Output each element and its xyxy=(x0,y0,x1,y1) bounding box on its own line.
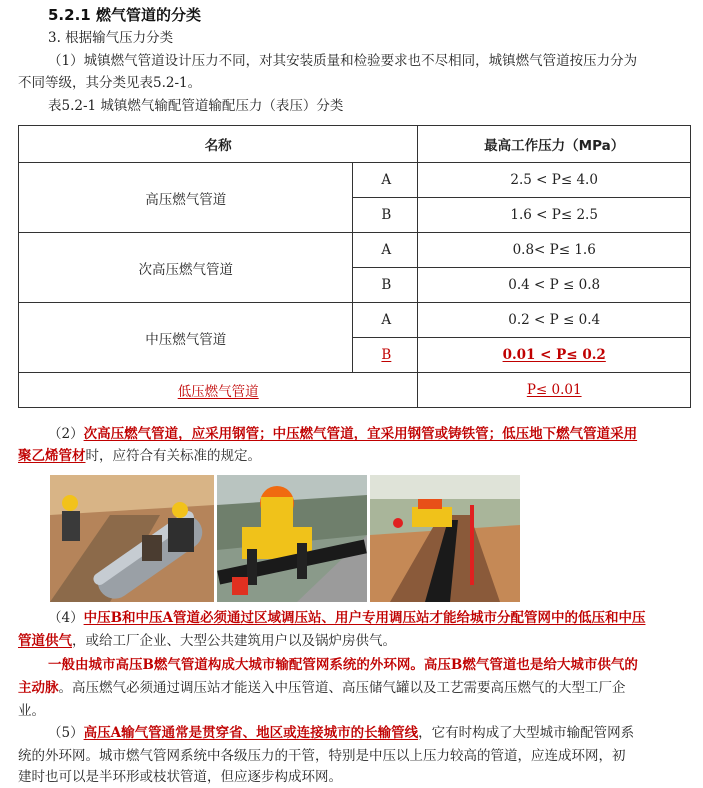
para1-line1: （1）城镇燃气管道设计压力不同，对其安装质量和检验要求也不尽相同，城镇燃气管道按压力分为 xyxy=(48,53,638,69)
para5-line2: 统的外环网。城市燃气管网系统中各级压力的干管，特别是中压以上压力较高的管道，应连成环网，初 xyxy=(18,748,626,764)
para2-line2 xyxy=(18,445,261,467)
grade-cell: B xyxy=(353,198,418,233)
para5-prefix: （5） xyxy=(48,725,84,741)
grade-cell: A xyxy=(353,303,418,338)
table-row xyxy=(19,233,691,268)
para4-suffix: ，或给工厂企业、大型公共建筑用户以及锅炉房供气。 xyxy=(72,633,396,649)
para2-suffix: 时，应符合有关标准的规定。 xyxy=(85,448,261,464)
para4b-line2 xyxy=(18,677,626,699)
para4b-highlight: 一般由城市高压B燃气管道构成大城市输配管网系统的外环网。高压B燃气管道也是给大城市供气的 xyxy=(48,657,638,673)
pipe-type-cell: 次高压燃气管道 xyxy=(19,233,353,303)
pipe-type-cell: 高压燃气管道 xyxy=(19,163,353,233)
pressure-range-cell-highlighted: 0.01 < P≤ 0.2 xyxy=(418,338,691,373)
grade-cell: B xyxy=(353,268,418,303)
para2-highlight: 次高压燃气管道，应采用钢管；中压燃气管道，宜采用钢管或铸铁管；低压地下燃气管道采用 xyxy=(83,426,638,442)
pipe-type-cell: 中压燃气管道 xyxy=(19,303,353,373)
para5-suffix: ，它有时构成了大型城市输配管网系 xyxy=(418,725,635,741)
photo-steel-pipe-trench xyxy=(50,475,214,602)
header-name: 名称 xyxy=(19,126,418,163)
pressure-range-cell: 0.4 < P ≤ 0.8 xyxy=(418,268,691,303)
photo-pipeline-trench xyxy=(370,475,520,602)
para5-highlight: 高压A输气管通常是贯穿省、地区或连接城市的长输管线 xyxy=(83,725,419,741)
para4-line2 xyxy=(18,630,396,652)
para1-line2: 不同等级，其分类见表5.2-1。 xyxy=(18,75,202,91)
section-title: 燃气管道的分类 xyxy=(95,6,201,24)
para5-line3: 建时也可以是半环形或枝状管道，但应逐步构成环网。 xyxy=(18,769,342,785)
para4b-highlight-cont: 主动脉 xyxy=(18,680,59,696)
section-heading xyxy=(48,4,201,25)
para2-line1 xyxy=(48,423,637,445)
pressure-range-cell: 2.5 < P≤ 4.0 xyxy=(418,163,691,198)
para2-prefix: （2） xyxy=(48,426,84,442)
para4-line1 xyxy=(48,607,645,629)
pressure-classification-table xyxy=(18,125,691,408)
para4b-line3: 业。 xyxy=(18,703,45,719)
para4b-suffix: 。高压燃气必须通过调压站才能送入中压管道、高压储气罐以及工艺需要高压燃气的大型工厂企 xyxy=(58,680,626,696)
header-pressure: 最高工作压力（MPa） xyxy=(418,126,691,163)
low-pressure-name-cell: 低压燃气管道 xyxy=(19,373,418,408)
table-header-row xyxy=(19,126,691,163)
table-caption: 表5.2-1 城镇燃气输配管道输配压力（表压）分类 xyxy=(48,98,344,114)
table-row xyxy=(19,163,691,198)
grade-cell: A xyxy=(353,163,418,198)
para4b-line1 xyxy=(48,654,638,676)
pressure-range-cell: 0.8< P≤ 1.6 xyxy=(418,233,691,268)
para4-highlight: 中压B和中压A管道必须通过区域调压站、用户专用调压站才能给城市分配管网中的低压和中压 xyxy=(83,610,646,626)
photo-pe-fusion-machine xyxy=(217,475,367,602)
subheading: 3. 根据输气压力分类 xyxy=(48,30,174,46)
table-row-low xyxy=(19,373,691,408)
section-number: 5.2.1 xyxy=(48,6,91,24)
grade-cell-highlighted: B xyxy=(353,338,418,373)
pressure-range-cell: 0.2 < P ≤ 0.4 xyxy=(418,303,691,338)
low-pressure-range-cell: P≤ 0.01 xyxy=(418,373,691,408)
pressure-range-cell: 1.6 < P≤ 2.5 xyxy=(418,198,691,233)
para5-line1 xyxy=(48,722,634,744)
para4-prefix: （4） xyxy=(48,610,84,626)
table-row xyxy=(19,303,691,338)
grade-cell: A xyxy=(353,233,418,268)
para2-highlight-cont: 聚乙烯管材 xyxy=(18,448,86,464)
para4-highlight-cont: 管道供气 xyxy=(18,633,72,649)
